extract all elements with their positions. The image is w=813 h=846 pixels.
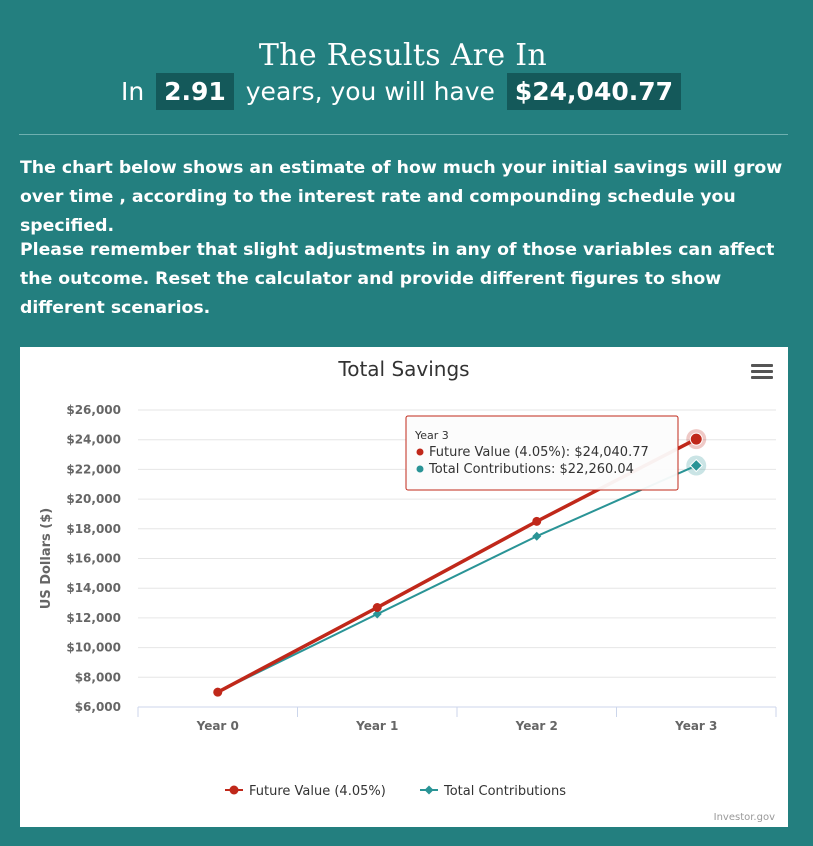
x-tick-label: Year 0 (196, 719, 239, 733)
data-point-future-value (690, 433, 702, 445)
result-prefix: In (120, 77, 145, 106)
legend-item-total-contributions: Total Contributions (444, 784, 566, 799)
tooltip-line: Future Value (4.05%): $24,040.77 (429, 445, 649, 460)
y-tick-label: $8,000 (74, 670, 121, 685)
y-tick-label: $6,000 (74, 700, 121, 714)
chart-credits[interactable]: Investor.gov (713, 812, 775, 823)
chart-title: Total Savings (338, 357, 470, 381)
y-tick-label: $10,000 (66, 640, 121, 655)
data-point-future-value (532, 517, 541, 526)
y-tick-label: $26,000 (66, 403, 121, 417)
data-point-total-contributions (532, 532, 541, 541)
data-point-future-value (213, 688, 222, 697)
years-value: 2.91 (156, 73, 234, 110)
legend-item-future-value: Future Value (4.05%) (249, 784, 386, 799)
x-tick-label: Year 1 (356, 719, 399, 733)
y-tick-label: $12,000 (66, 610, 121, 625)
amount-value: $24,040.77 (507, 73, 681, 110)
y-tick-label: $14,000 (66, 581, 121, 596)
x-tick-label: Year 3 (675, 719, 718, 733)
chart-panel (20, 347, 788, 827)
tooltip-dot (417, 449, 424, 456)
y-tick-label: $20,000 (66, 492, 121, 507)
y-tick-label: $22,000 (66, 462, 121, 477)
y-tick-label: $24,000 (66, 432, 121, 447)
tooltip-dot (417, 466, 424, 473)
legend-symbol-total-contributions (425, 786, 434, 795)
chart-menu-icon[interactable] (751, 364, 773, 382)
adjustment-note: Please remember that slight adjustments in any of those variables can affect the outcome. Reset the calculator and provide different figures to show different scenarios. (20, 240, 775, 318)
result-middle-text: years, you will have (245, 77, 495, 106)
y-tick-label: $18,000 (66, 521, 121, 536)
legend-symbol-future-value (230, 786, 239, 795)
chart-description: The chart below shows an estimate of how much your initial savings will grow over time , according to the interest rate and compounding schedule you specified. (20, 158, 783, 236)
y-axis-title: US Dollars ($) (39, 507, 54, 610)
data-point-future-value (373, 603, 382, 612)
x-tick-label: Year 2 (515, 719, 558, 733)
total-savings-chart (20, 347, 788, 827)
y-tick-label: $16,000 (66, 551, 121, 566)
divider (19, 134, 788, 135)
tooltip-header: Year 3 (415, 429, 449, 442)
result-summary (0, 72, 806, 112)
page-title: The Results Are In (258, 38, 548, 74)
tooltip-line: Total Contributions: $22,260.04 (429, 462, 634, 477)
